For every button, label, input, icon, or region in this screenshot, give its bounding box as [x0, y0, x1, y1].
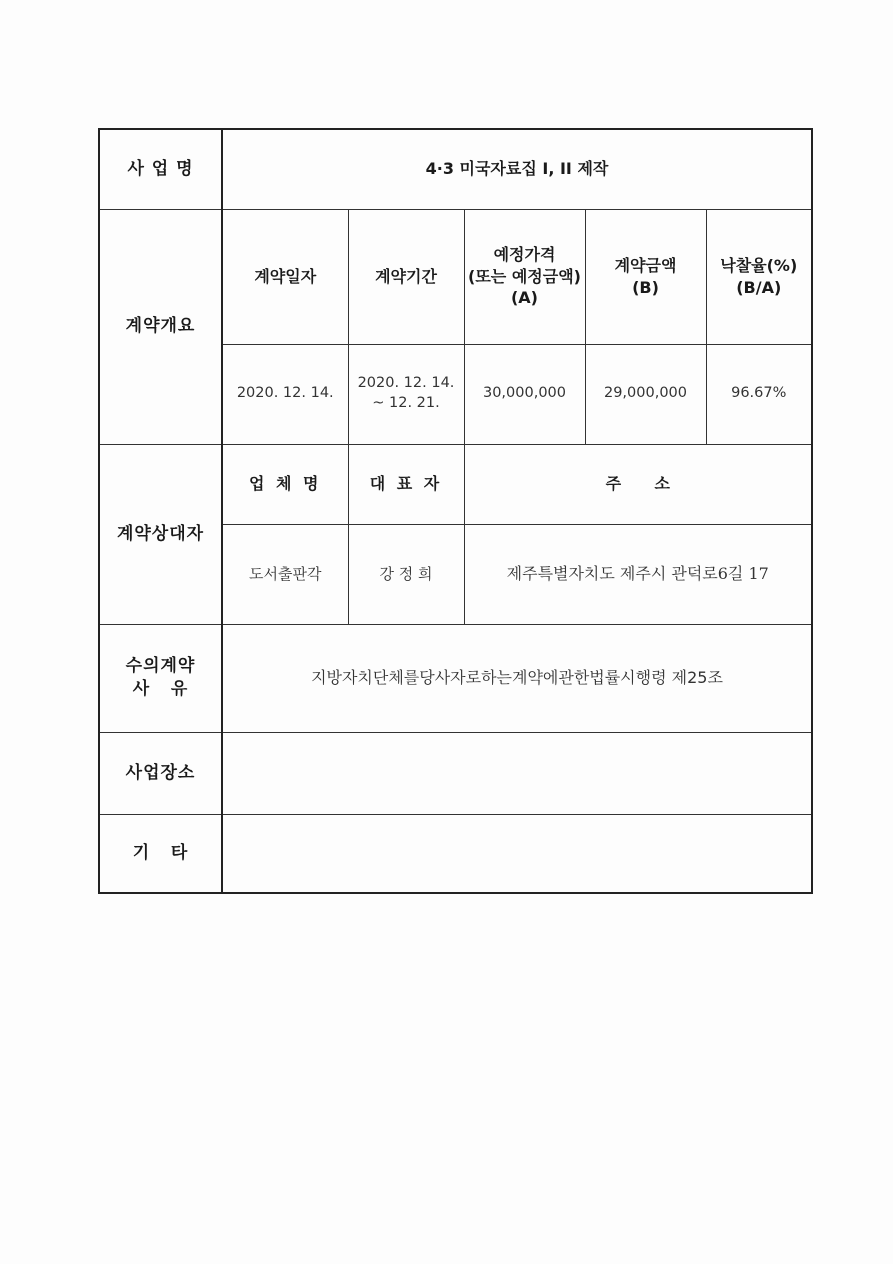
value-period-line2: ~ 12. 21. — [372, 395, 440, 411]
reason-row — [99, 624, 812, 732]
header-contract-date: 계약일자 — [222, 209, 348, 344]
project-row — [99, 129, 812, 209]
value-address: 제주특별자치도 제주시 관덕로6길 17 — [464, 524, 812, 624]
header-representative: 대 표 자 — [348, 444, 464, 524]
value-award-rate: 96.67% — [706, 344, 812, 444]
reason-value: 지방자치단체를당사자로하는계약에관한법률시행령 제25조 — [222, 624, 812, 732]
project-name: 4·3 미국자료집 I, II 제작 — [222, 129, 812, 209]
overview-header-row — [99, 209, 812, 344]
value-period-line1: 2020. 12. 14. — [357, 375, 455, 392]
other-value — [222, 814, 812, 893]
other-label: 기 타 — [99, 814, 222, 893]
location-row — [99, 732, 812, 814]
header-estimated-line3: (A) — [510, 288, 538, 308]
location-value — [222, 732, 812, 814]
value-representative: 강 정 희 — [348, 524, 464, 624]
contract-info-table — [98, 128, 813, 894]
header-rate-line1: 낙찰율(%) — [720, 255, 798, 275]
header-award-rate — [706, 209, 812, 344]
other-row — [99, 814, 812, 893]
reason-label — [99, 624, 222, 732]
value-contract-amount: 29,000,000 — [585, 344, 706, 444]
header-estimated-price — [464, 209, 585, 344]
value-contract-date: 2020. 12. 14. — [222, 344, 348, 444]
project-label: 사 업 명 — [99, 129, 222, 209]
header-contract-period: 계약기간 — [348, 209, 464, 344]
counterparty-label: 계약상대자 — [99, 444, 222, 624]
contract-overview-label: 계약개요 — [99, 209, 222, 444]
reason-label-line1: 수의계약 — [125, 656, 196, 677]
value-company-name: 도서출판각 — [222, 524, 348, 624]
location-label: 사업장소 — [99, 732, 222, 814]
header-rate-line2: (B/A) — [736, 277, 782, 297]
header-estimated-line2: (또는 예정금액) — [468, 266, 581, 286]
value-estimated-price: 30,000,000 — [464, 344, 585, 444]
header-address: 주 소 — [464, 444, 812, 524]
header-amount-line2: (B) — [632, 277, 659, 297]
header-estimated-line1: 예정가격 — [493, 245, 556, 265]
reason-label-line2: 사 유 — [132, 679, 189, 699]
header-amount-line1: 계약금액 — [614, 255, 677, 275]
header-company-name: 업 체 명 — [222, 444, 348, 524]
counterparty-header-row — [99, 444, 812, 524]
header-contract-amount — [585, 209, 706, 344]
value-contract-period — [348, 344, 464, 444]
